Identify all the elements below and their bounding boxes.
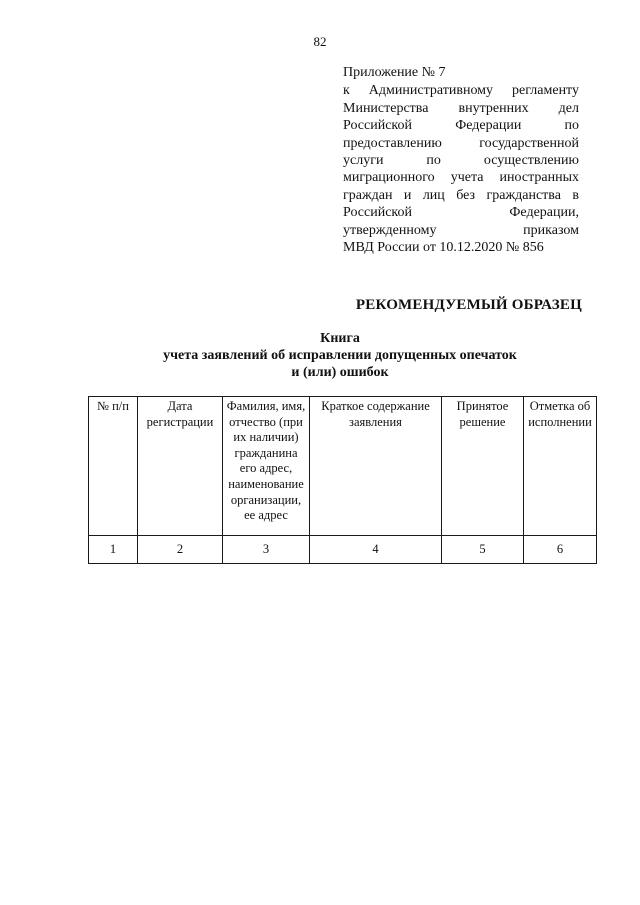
header-cell-full-name-address: Фамилия, имя, отчество (при их наличии) гражданина его адрес, наименование организации, ее адрес bbox=[223, 397, 310, 536]
appendix-note bbox=[343, 64, 579, 256]
column-number-cell: 4 bbox=[310, 536, 442, 564]
book-title-line: учета заявлений об исправлении допущенных опечаток bbox=[163, 348, 517, 363]
column-number-cell: 1 bbox=[89, 536, 138, 564]
appendix-line: предоставлению государственной bbox=[343, 135, 579, 151]
column-number-cell: 6 bbox=[524, 536, 597, 564]
header-cell-number: № п/п bbox=[89, 397, 138, 536]
registry-table bbox=[88, 396, 597, 564]
appendix-title: Приложение № 7 bbox=[343, 65, 446, 80]
column-number-cell: 3 bbox=[223, 536, 310, 564]
recommended-sample-heading: РЕКОМЕНДУЕМЫЙ ОБРАЗЕЦ bbox=[355, 297, 582, 313]
book-title-line: Книга bbox=[320, 331, 360, 346]
appendix-line: миграционного учета иностранных bbox=[343, 170, 579, 186]
appendix-line: МВД России от 10.12.2020 № 856 bbox=[343, 240, 544, 256]
appendix-line: утвержденному приказом bbox=[343, 222, 579, 238]
header-cell-summary: Краткое содержание заявления bbox=[310, 397, 442, 536]
column-number-cell: 5 bbox=[442, 536, 524, 564]
column-number-cell: 2 bbox=[138, 536, 223, 564]
book-title bbox=[100, 330, 580, 381]
header-cell-decision: Принятое решение bbox=[442, 397, 524, 536]
appendix-line: Российской Федерации по bbox=[343, 118, 579, 134]
appendix-line: Министерства внутренних дел bbox=[343, 100, 579, 116]
header-cell-execution-mark: Отметка об исполнении bbox=[524, 397, 597, 536]
appendix-line: Российской Федерации, bbox=[343, 205, 579, 221]
page-number: 82 bbox=[313, 34, 327, 49]
appendix-line: к Административному регламенту bbox=[343, 83, 579, 99]
appendix-line: граждан и лиц без гражданства в bbox=[343, 187, 579, 203]
header-cell-registration-date: Дата регистрации bbox=[138, 397, 223, 536]
table-row bbox=[89, 536, 597, 564]
table-header-row bbox=[89, 397, 597, 536]
appendix-line: услуги по осуществлению bbox=[343, 153, 579, 169]
book-title-line: и (или) ошибок bbox=[291, 365, 389, 380]
